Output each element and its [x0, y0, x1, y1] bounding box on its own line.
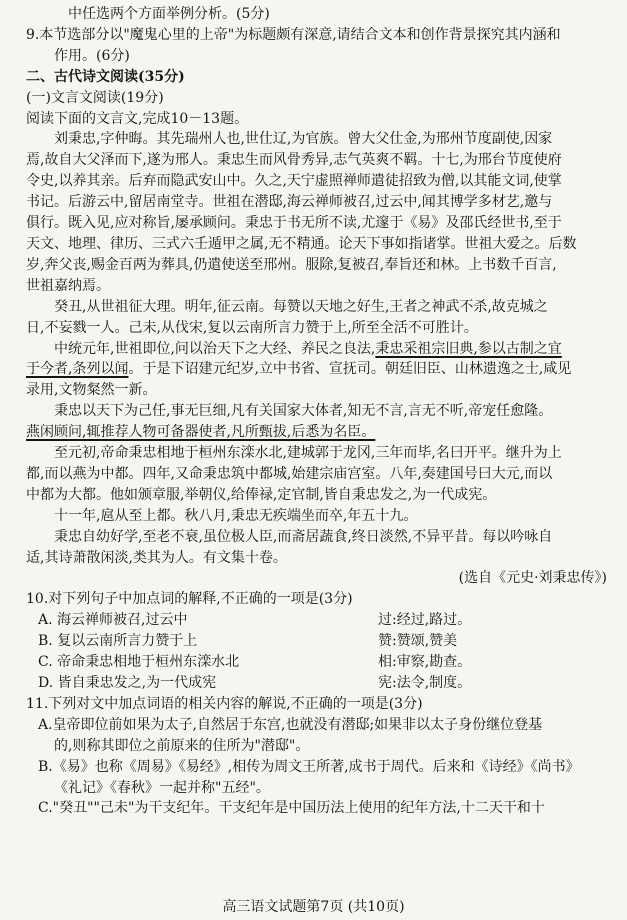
text-line: 十一年,扈从至上都。秋八月,秉忠无疾端坐而卒,年五十九。 [54, 507, 418, 524]
text-line: 都,而以燕为中都。四年,又命秉忠筑中都城,始建宗庙宫室。八年,奏建国号曰大元,而以 [26, 465, 553, 482]
text-line [26, 359, 613, 380]
text-line: 世祖嘉纳焉。 [26, 277, 110, 294]
text-line: 天文、地理、律历、三式六壬遁甲之属,无不精通。论天下事如指诸掌。世祖大爱之。后数 [26, 235, 577, 252]
text-line: 秉忠自幼好学,至老不衰,虽位极人臣,而斋居蔬食,终日淡然,不异平昔。每以吟咏自 [54, 528, 553, 545]
exam-text-body [26, 4, 613, 819]
text-line: 岁,奔父丧,赐金百两为葬具,仍遣使送至邢州。服除,复被召,奉旨还和林。上书数千百言, [26, 256, 557, 273]
text-line: 刘秉忠,字仲晦。其先瑞州人也,世仕辽,为官族。曾大父仕金,为邢州节度副使,因家 [54, 131, 553, 148]
answer-option [26, 673, 613, 694]
option-sentence: B. 复以云南所言力赞于上 [38, 633, 198, 650]
text-line: 的,则称其即位之前原来的住所为"潜邸"。 [54, 737, 310, 754]
text-segment: 。于是下诏建元纪岁,立中书省、宣抚司。朝廷旧臣、山林遗逸之士,咸见 [128, 361, 572, 378]
text-line: 中任选两个方面举例分析。(5分) [68, 6, 270, 22]
text-line: 10.对下列句子中加点词的解释,不正确的一项是(3分) [26, 591, 353, 608]
option-explanation: 过:经过,路过。 [378, 612, 472, 629]
option-sentence: D. 皆自秉忠发之,为一代成宪 [38, 675, 217, 691]
text-line: 至元初,帝命秉忠相地于桓州东滦水北,建城郭于龙冈,三年而毕,名曰开平。继升为上 [54, 445, 562, 462]
text-line: 作用。(6分) [54, 47, 130, 64]
option-explanation: 相:审察,勘查。 [378, 654, 472, 671]
text-line: B.《易》也称《周易》《易经》,相传为周文王所著,成书于周代。后来和《诗经》《尚书》 [38, 758, 580, 775]
answer-option [26, 631, 613, 652]
text-line [26, 339, 613, 360]
text-line: 令史,以养其亲。后弃而隐武安山中。久之,天宁虚照禅师遣徒招致为僧,以其能文词,使掌 [26, 173, 562, 190]
page-footer: 高三语文试题第7页 (共10页) [222, 899, 405, 915]
text-line: 11.下列对文中加点词语的相关内容的解说,不正确的一项是(3分) [26, 695, 423, 712]
option-sentence: A. 海云禅师被召,过云中 [38, 612, 188, 629]
text-line: 中都为大都。他如颁章服,举朝仪,给俸禄,定官制,皆自秉忠发之,为一代成宪。 [26, 486, 497, 503]
option-sentence: C. 帝命秉忠相地于桓州东滦水北 [38, 654, 240, 671]
text-line: 阅读下面的文言文,完成10－13题。 [26, 110, 249, 127]
text-line: 癸丑,从世祖征大理。明年,征云南。每赞以天地之好生,王者之神武不杀,故克城之 [54, 298, 548, 315]
underlined-sentence: 于今者,条列以闻 [26, 361, 129, 378]
section-heading: 二、古代诗文阅读(35分) [26, 68, 185, 85]
text-line: 书记。后游云中,留居南堂寺。世祖在潜邸,海云禅师被召,过云中,闻其博学多材艺,邀与 [26, 194, 553, 211]
text-segment: 中统元年,世祖即位,问以治天下之大经、养民之良法, [54, 340, 376, 357]
source-citation: (选自《元史·刘秉忠传》) [458, 570, 607, 587]
answer-option [26, 610, 613, 631]
text-line: 录用,文物粲然一新。 [26, 382, 157, 399]
text-line: 俱行。既入见,应对称旨,屡承顾问。秉忠于书无所不读,尤邃于《易》及邵氏经世书,至于 [26, 215, 562, 232]
option-explanation: 宪:法令,制度。 [378, 675, 472, 691]
text-line: A.皇帝即位前如果为太子,自然居于东宫,也就没有潜邸;如果非以太子身份继位登基 [38, 716, 543, 733]
answer-option [26, 652, 613, 673]
text-line: C."癸丑""己未"为干支纪年。干支纪年是中国历法上使用的纪年方法,十二天干和十 [38, 800, 545, 817]
text-line: (一)文言文阅读(19分) [26, 89, 164, 106]
underlined-sentence: 燕闲顾问,辄推荐人物可备器使者,凡所甄拔,后悉为名臣。 [26, 424, 376, 441]
text-line: 秉忠以天下为己任,事无巨细,凡有关国家大体者,知无不言,言无不听,帝宠任愈隆。 [54, 403, 553, 420]
text-line: 焉,故自大父泽而下,遂为邢人。秉忠生而风骨秀异,志气英爽不羁。十七,为邢台节度使府 [26, 152, 562, 169]
text-line: 《礼记》《春秋》一起并称"五经"。 [54, 779, 270, 796]
text-line: 9.本节选部分以"魔鬼心里的上帝"为标题颇有深意,请结合文本和创作背景探究其内涵和 [26, 26, 561, 43]
text-line: 适,其诗萧散闲淡,类其为人。有文集十卷。 [26, 549, 287, 566]
text-line [26, 422, 613, 443]
option-explanation: 赞:赞颂,赞美 [378, 633, 458, 650]
underlined-sentence: 秉忠采祖宗旧典,参以古制之宜 [375, 340, 562, 357]
text-line: 日,不妄戮一人。己未,从伐宋,复以云南所言力赞于上,所至全活不可胜计。 [26, 319, 478, 336]
